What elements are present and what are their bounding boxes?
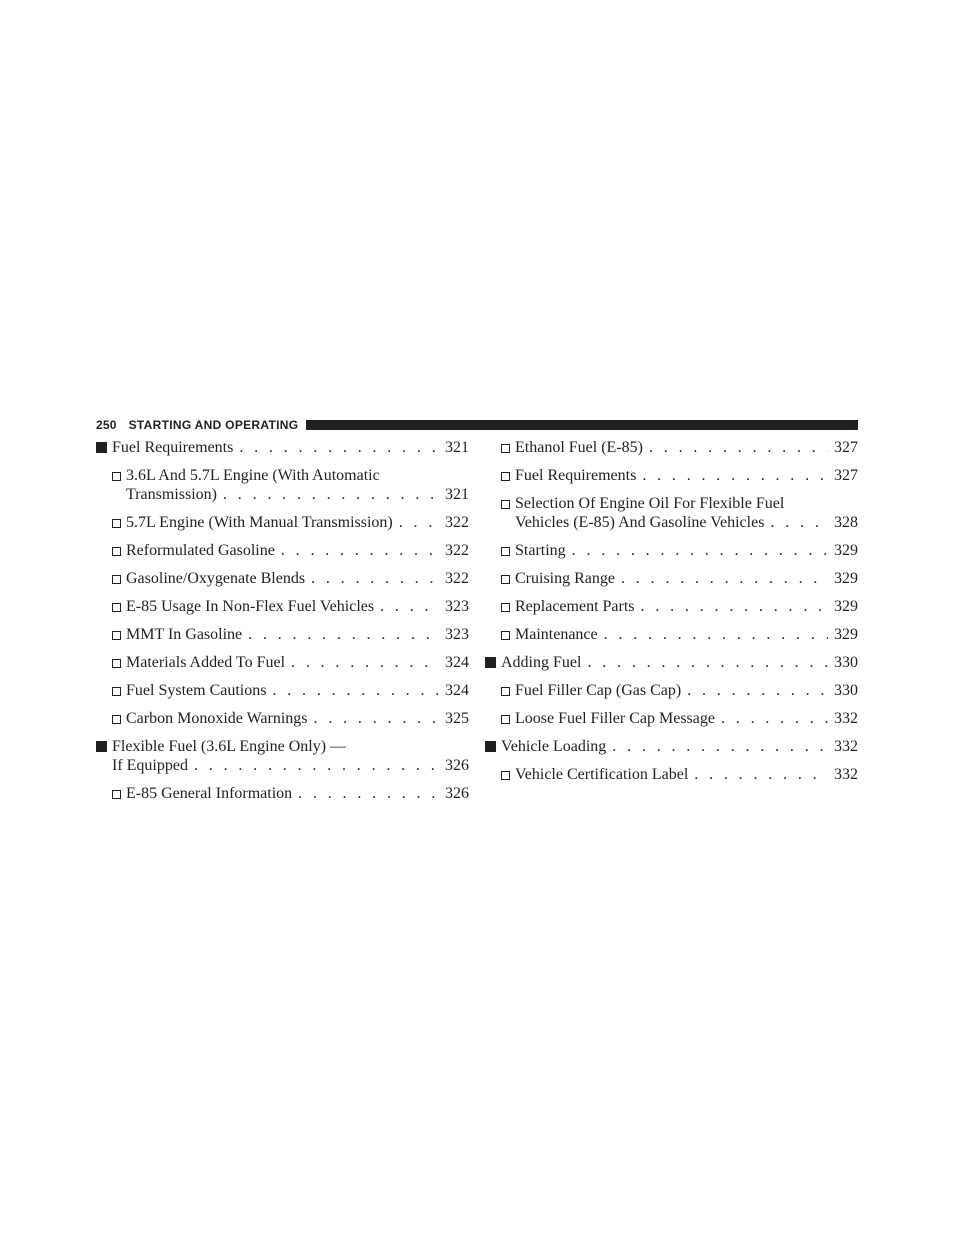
dot-leader [587, 653, 828, 672]
toc-entry-title: Gasoline/Oxygenate Blends [126, 570, 306, 587]
toc-page-number: 322 [445, 514, 469, 531]
dot-leader [298, 784, 439, 803]
toc-page-number: 325 [445, 710, 469, 727]
toc-entry-title: Cruising Range [515, 570, 615, 587]
toc-page-number: 321 [445, 486, 469, 503]
dot-leader [248, 625, 439, 644]
open-square-bullet-icon [112, 653, 121, 673]
dot-leader [687, 681, 828, 700]
open-square-bullet-icon [501, 541, 510, 561]
toc-entry[interactable] [96, 625, 469, 644]
toc-entry-title: Transmission) [126, 486, 217, 503]
toc-entry[interactable] [96, 569, 469, 588]
toc-page-number: 322 [445, 542, 469, 559]
dot-leader [641, 597, 828, 616]
dot-leader [314, 709, 439, 728]
toc-page-number: 330 [834, 682, 858, 699]
toc-column-left [96, 438, 469, 812]
dot-leader [721, 709, 828, 728]
dot-leader [272, 681, 439, 700]
filled-square-bullet-icon [96, 438, 107, 458]
toc-entry[interactable] [485, 625, 858, 644]
toc-entry-title: Vehicles (E-85) And Gasoline Vehicles [515, 514, 765, 531]
dot-leader [239, 438, 439, 457]
toc-entry[interactable] [485, 737, 858, 756]
toc-entry-title: Reformulated Gasoline [126, 542, 275, 559]
toc-page-number: 327 [834, 439, 858, 456]
open-square-bullet-icon [112, 541, 121, 561]
toc-entry-title: E-85 Usage In Non-Flex Fuel Vehicles [126, 598, 375, 615]
toc-entry[interactable] [96, 737, 469, 775]
toc-page-number: 330 [834, 654, 858, 671]
toc-page-number: 322 [445, 570, 469, 587]
toc-entry-title: 5.7L Engine (With Manual Transmission) [126, 514, 393, 531]
toc-page-number: 328 [834, 514, 858, 531]
filled-square-bullet-icon [485, 653, 496, 673]
toc-entry[interactable] [485, 681, 858, 700]
toc-entry-title: Starting [515, 542, 566, 559]
toc-entry[interactable] [96, 681, 469, 700]
toc-entry-title: Fuel System Cautions [126, 682, 267, 699]
open-square-bullet-icon [112, 784, 121, 804]
dot-leader [621, 569, 828, 588]
toc-entry[interactable] [485, 494, 858, 532]
toc-page-number: 329 [834, 542, 858, 559]
toc-page-number: 323 [445, 626, 469, 643]
toc-entry[interactable] [485, 653, 858, 672]
open-square-bullet-icon [112, 625, 121, 645]
toc-page-number: 323 [445, 598, 469, 615]
toc-page-number: 327 [834, 467, 858, 484]
open-square-bullet-icon [501, 597, 510, 617]
header-rule [306, 420, 858, 430]
toc-page-number: 326 [445, 785, 469, 802]
toc-entry-title: Vehicle Loading [501, 738, 607, 755]
dot-leader [642, 466, 828, 485]
toc-page-number: 332 [834, 738, 858, 755]
filled-square-bullet-icon [485, 737, 496, 757]
page-number: 250 [96, 417, 117, 432]
toc-entry-title: Carbon Monoxide Warnings [126, 710, 308, 727]
toc-entry[interactable] [485, 438, 858, 457]
open-square-bullet-icon [112, 466, 121, 486]
toc-entry[interactable] [485, 765, 858, 784]
toc-entry[interactable] [96, 597, 469, 616]
open-square-bullet-icon [112, 709, 121, 729]
toc-page-number: 324 [445, 654, 469, 671]
toc-entry-title: Vehicle Certification Label [515, 766, 689, 783]
toc-entry-title: Replacement Parts [515, 598, 635, 615]
open-square-bullet-icon [112, 569, 121, 589]
toc-entry[interactable] [96, 784, 469, 803]
open-square-bullet-icon [501, 709, 510, 729]
toc-entry-title: Selection Of Engine Oil For Flexible Fuel [515, 495, 785, 512]
toc-page-number: 329 [834, 626, 858, 643]
open-square-bullet-icon [501, 466, 510, 486]
toc-page-number: 326 [445, 757, 469, 774]
open-square-bullet-icon [112, 681, 121, 701]
toc-entry-title: Ethanol Fuel (E-85) [515, 439, 643, 456]
page-header [96, 416, 858, 433]
toc-entry[interactable] [96, 513, 469, 532]
toc-entry-title: 3.6L And 5.7L Engine (With Automatic [126, 467, 380, 484]
dot-leader [311, 569, 439, 588]
dot-leader [194, 756, 439, 775]
toc-entry-title: Fuel Filler Cap (Gas Cap) [515, 682, 682, 699]
toc-entry[interactable] [485, 709, 858, 728]
toc-entry-title: Fuel Requirements [515, 467, 637, 484]
dot-leader [399, 513, 439, 532]
open-square-bullet-icon [112, 513, 121, 533]
open-square-bullet-icon [501, 494, 510, 514]
toc-entry-title: If Equipped [112, 757, 188, 774]
dot-leader [604, 625, 828, 644]
section-title: STARTING AND OPERATING [128, 417, 299, 432]
toc-entry-title: Loose Fuel Filler Cap Message [515, 710, 715, 727]
toc-entry[interactable] [96, 541, 469, 560]
toc-page-number: 329 [834, 570, 858, 587]
toc-entry-title: Fuel Requirements [112, 439, 234, 456]
toc-entry[interactable] [96, 438, 469, 457]
open-square-bullet-icon [501, 569, 510, 589]
toc-page-number: 329 [834, 598, 858, 615]
dot-leader [694, 765, 828, 784]
dot-leader [223, 485, 439, 504]
open-square-bullet-icon [501, 625, 510, 645]
toc-entry[interactable] [96, 653, 469, 672]
dot-leader [612, 737, 828, 756]
toc-entry[interactable] [96, 709, 469, 728]
toc-entry-title: E-85 General Information [126, 785, 293, 802]
open-square-bullet-icon [501, 681, 510, 701]
toc-entry-title: MMT In Gasoline [126, 626, 243, 643]
toc-page-number: 332 [834, 710, 858, 727]
open-square-bullet-icon [501, 765, 510, 785]
dot-leader [572, 541, 828, 560]
filled-square-bullet-icon [96, 737, 107, 757]
toc-page-number: 332 [834, 766, 858, 783]
toc-page-number: 324 [445, 682, 469, 699]
toc-entry-title: Materials Added To Fuel [126, 654, 286, 671]
dot-leader [649, 438, 828, 457]
toc-entry[interactable] [485, 466, 858, 485]
dot-leader [380, 597, 439, 616]
toc-column-right [485, 438, 858, 793]
toc-entry[interactable] [96, 466, 469, 504]
toc-entry[interactable] [485, 597, 858, 616]
toc-entry-title: Flexible Fuel (3.6L Engine Only) — [112, 738, 347, 755]
dot-leader [770, 513, 828, 532]
toc-entry-title: Adding Fuel [501, 654, 582, 671]
toc-page-number: 321 [445, 439, 469, 456]
toc-entry-title: Maintenance [515, 626, 598, 643]
open-square-bullet-icon [112, 597, 121, 617]
toc-entry[interactable] [485, 541, 858, 560]
dot-leader [291, 653, 439, 672]
open-square-bullet-icon [501, 438, 510, 458]
dot-leader [281, 541, 439, 560]
toc-entry[interactable] [485, 569, 858, 588]
